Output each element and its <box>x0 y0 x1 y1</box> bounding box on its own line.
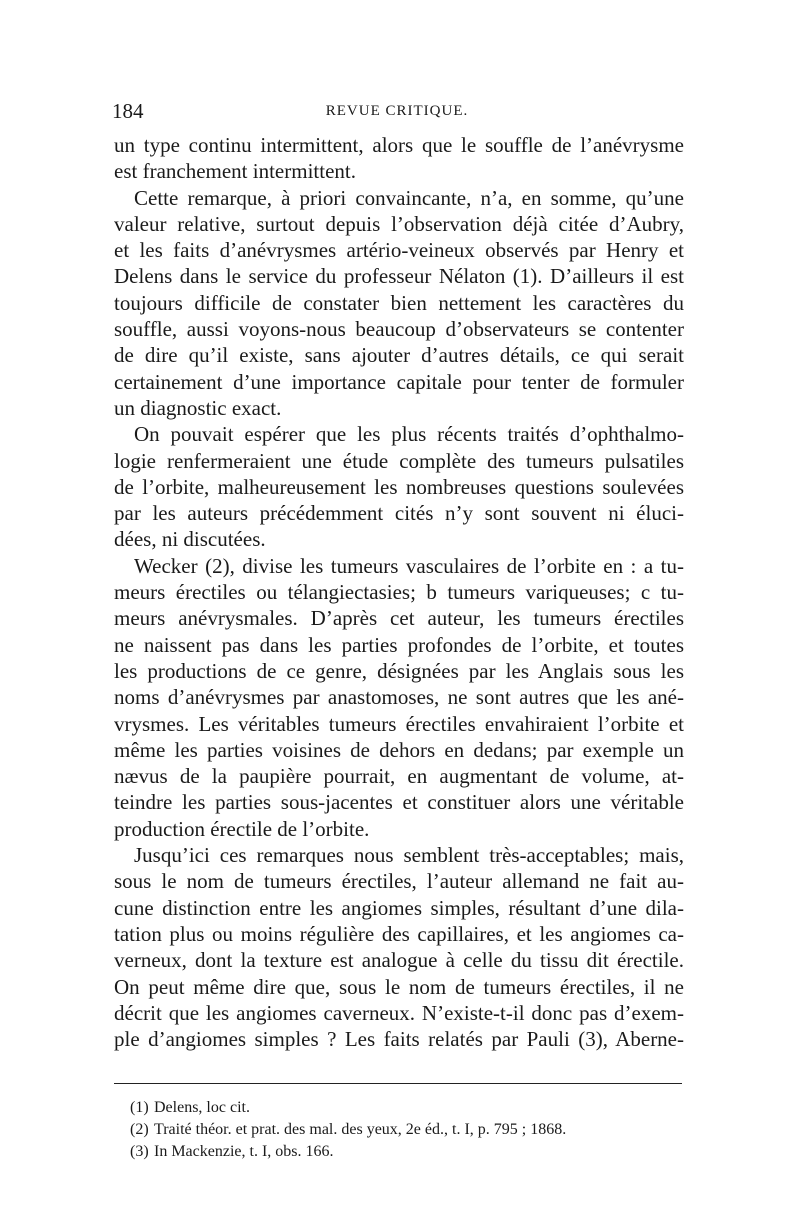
text-line: noms d’anévrysmes par anastomoses, ne sont autres que les ané- <box>114 685 684 710</box>
text-line: Wecker (2), divise les tumeurs vasculaires de l’orbite en : a tu- <box>134 553 684 578</box>
text-line: est franchement intermittent. <box>114 159 356 184</box>
text-line: certainement d’une importance capitale pour tenter de formuler <box>114 369 684 394</box>
text-line: un diagnostic exact. <box>114 395 282 420</box>
page-number: 184 <box>112 99 144 123</box>
footnote-number: (3) <box>130 1143 149 1160</box>
text-line: Cette remarque, à priori convaincante, n’a, en somme, qu’une <box>134 185 684 210</box>
footnote-text: In Mackenzie, t. I, obs. 166. <box>154 1143 334 1160</box>
text-line: verneux, dont la texture est analogue à celle du tissu dit érectile. <box>114 948 684 973</box>
footnote <box>130 1141 680 1163</box>
body-text <box>114 132 684 1052</box>
footnote-divider <box>114 1083 682 1084</box>
text-line: souffle, aussi voyons-nous beaucoup d’observateurs se contenter <box>114 317 684 342</box>
text-line: et les faits d’anévrysmes artério-veineux observés par Henry et <box>114 238 684 263</box>
footnote-text: Traité théor. et prat. des mal. des yeux, 2e éd., t. I, p. 795 ; 1868. <box>154 1121 567 1138</box>
text-line: même les parties voisines de dehors en dedans; par exemple un <box>114 737 684 762</box>
text-line: de l’orbite, malheureusement les nombreuses questions soulevées <box>114 474 684 499</box>
text-line: ne naissent pas dans les parties profondes de l’orbite, et toutes <box>114 632 684 657</box>
text-line: On peut même dire que, sous le nom de tumeurs érectiles, il ne <box>114 974 684 999</box>
page-header <box>112 96 682 126</box>
text-line: ple d’angiomes simples ? Les faits relatés par Pauli (3), Aberne- <box>114 1027 684 1052</box>
text-line: meurs érectiles ou télangiectasies; b tumeurs variqueuses; c tu- <box>114 580 684 605</box>
text-line: vrysmes. Les véritables tumeurs érectiles envahiraient l’orbite et <box>114 711 684 736</box>
text-line: nævus de la paupière pourrait, en augmentant de volume, at- <box>114 764 684 789</box>
text-line: production érectile de l’orbite. <box>114 816 370 841</box>
text-line: Delens dans le service du professeur Nélaton (1). D’ailleurs il est <box>114 264 684 289</box>
text-line: valeur relative, surtout depuis l’observation déjà citée d’Aubry, <box>114 211 684 236</box>
text-line: dées, ni discutées. <box>114 527 266 552</box>
text-line: logie renfermeraient une étude complète des tumeurs pulsatiles <box>114 448 684 473</box>
footnote-number: (1) <box>130 1099 149 1116</box>
footnotes <box>130 1097 680 1163</box>
text-line: meurs anévrysmales. D’après cet auteur, les tumeurs érectiles <box>114 606 684 631</box>
text-line: décrit que les angiomes caverneux. N’existe-t-il donc pas d’exem- <box>114 1000 684 1025</box>
footnote <box>130 1119 680 1141</box>
text-line: les productions de ce genre, désignées par les Anglais sous les <box>114 658 684 683</box>
text-line: un type continu intermittent, alors que le souffle de l’anévrysme <box>114 133 684 157</box>
text-line: par les auteurs précédemment cités n’y sont souvent ni éluci- <box>114 501 684 526</box>
text-line: On pouvait espérer que les plus récents traités d’ophthalmo- <box>134 422 684 447</box>
footnote <box>130 1097 680 1119</box>
running-head: REVUE CRITIQUE. <box>325 103 469 119</box>
text-line: toujours difficile de constater bien nettement les caractères du <box>114 290 684 315</box>
footnote-text: Delens, loc cit. <box>154 1099 250 1116</box>
text-line: sous le nom de tumeurs érectiles, l’auteur allemand ne fait au- <box>114 869 684 894</box>
text-line: de dire qu’il existe, sans ajouter d’autres détails, ce qui serait <box>114 343 684 368</box>
text-line: teindre les parties sous-jacentes et constituer alors une véritable <box>114 790 684 815</box>
text-line: cune distinction entre les angiomes simples, résultant d’une dila- <box>114 895 684 920</box>
text-line: Jusqu’ici ces remarques nous semblent très-acceptables; mais, <box>134 843 684 868</box>
text-line: tation plus ou moins régulière des capillaires, et les angiomes ca- <box>114 921 684 946</box>
footnote-number: (2) <box>130 1121 149 1138</box>
